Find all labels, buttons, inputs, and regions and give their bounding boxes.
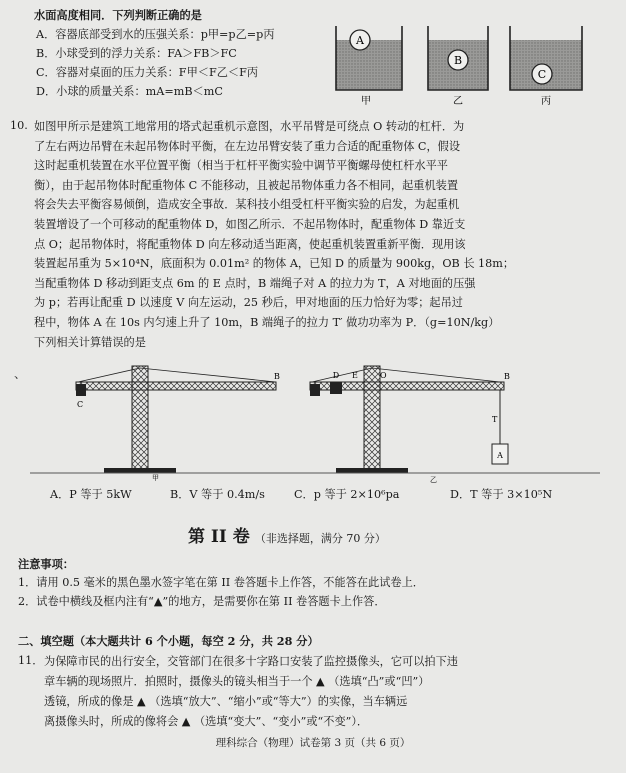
- q10-line: 如图甲所示是建筑工地常用的塔式起重机示意图，水平吊臂是可绕点 O 转动的杠杆．为: [34, 120, 465, 133]
- svg-text:D: D: [332, 371, 340, 380]
- q9-option-b: B．小球受到的浮力关系：FA＞FB＞FC: [36, 47, 237, 60]
- q10-option-a: A．P 等于 5kW: [50, 488, 132, 501]
- q10-line: 为 p；若再让配重 D 以速度 V 向左运动，25 秒后，甲对地面的压力恰好为零；起吊过: [34, 296, 463, 310]
- ball-c-label: C: [537, 68, 547, 81]
- svg-text:T: T: [492, 415, 498, 424]
- svg-text:E: E: [352, 371, 358, 380]
- svg-text:乙: 乙: [430, 476, 437, 484]
- counterweight-d: [330, 382, 342, 394]
- q10-line: 装置起吊重为 5×10⁴N，底面积为 0.01m² 的物体 A，已知 D 的质量为 900kg，OB 长 18m；: [34, 257, 515, 271]
- part2-heading: 二、填空题（本大题共计 6 个小题，每空 2 分，共 28 分）: [18, 634, 319, 648]
- q9-option-a: A．容器底部受到水的压强关系：p甲=p乙=p丙: [36, 28, 275, 41]
- svg-text:B: B: [504, 372, 510, 381]
- svg-text:、: 、: [14, 367, 27, 381]
- label-jia: 甲: [361, 96, 371, 106]
- q10-line: 当配重物体 D 移动到距支点 6m 的 E 点时，B 端绳子对 A 的拉力为 T，A 对地面的压强: [34, 276, 476, 290]
- q11-line: 离摄像头时，所成的像将会 ▲ （选填“变大”、“变小”或“不变”）．: [44, 715, 369, 728]
- q11-line: 透镜，所成的像是 ▲ （选填“放大”、“缩小”或“等大”）的实像，当车辆远: [44, 695, 408, 708]
- section2-title-note: （非选择题，满分 70 分）: [254, 532, 386, 545]
- q10-number: 10.: [10, 119, 28, 132]
- counterweight-c-yi: [310, 384, 320, 396]
- q10-stem: [34, 117, 606, 352]
- q11-number: 11．: [18, 654, 44, 667]
- note-1: 1．请用 0.5 毫米的黑色墨水签字笔在第 II 卷答题卡上作答，不能答在此试卷上．: [18, 576, 424, 589]
- q9-option-d: D．小球的质量关系：mA=mB＜mC: [36, 85, 223, 98]
- section2-title: 第 II 卷: [188, 527, 250, 547]
- q10-line: 装置增设了一个可移动的配重物体 D，如图乙所示．不起吊物体时，配重物体 D 靠近支: [34, 217, 466, 231]
- q10-option-d: D．T 等于 3×10⁵N: [450, 488, 553, 501]
- q10-line: 衡），由于起吊物体时配重物体 C 不能移动，且被起吊物体重力各不相同，起重机装置: [34, 178, 459, 192]
- q10-line: 这时起重机装置在水平位置平衡（相当于杠杆平衡实验中调节平衡螺母使杠杆水平平: [34, 159, 448, 173]
- q11-stem: [44, 652, 604, 732]
- svg-text:A: A: [497, 451, 503, 460]
- ball-a-label: A: [356, 34, 364, 47]
- q11-line: 为保障市民的出行安全，交管部门在很多十字路口安装了监控摄像头，它可以拍下违: [44, 655, 458, 668]
- svg-text:甲: 甲: [152, 474, 159, 482]
- water-jia: [336, 40, 402, 90]
- q10-line: 了左右两边吊臂在未起吊物体时平衡，在左边吊臂安装了重力合适的配重物体 C，假设: [34, 139, 461, 153]
- svg-text:O: O: [380, 371, 387, 380]
- q10-line: 下列相关计算错误的是: [34, 335, 146, 349]
- note-2: 2．试卷中横线及框内注有“▲”的地方，是需要你在第 II 卷答题卡上作答．: [18, 595, 386, 608]
- q9-stem-tail: 水面高度相同．下列判断正确的是: [34, 8, 202, 22]
- crane-yi: [310, 366, 510, 473]
- counterweight-c-jia: [76, 384, 86, 396]
- q10-option-b: B．V 等于 0.4m/s: [170, 488, 265, 501]
- crane-jia: [76, 366, 280, 482]
- section2-header: [188, 522, 386, 547]
- q10-line: 程中，物体 A 在 10s 内匀速上升了 10m，B 端绳子的拉力 T′ 做功功率为 P．（g=10N/kg）: [34, 315, 500, 329]
- q9-containers-figure: [330, 18, 590, 106]
- label-bing: 丙: [541, 96, 551, 106]
- svg-text:C: C: [76, 400, 84, 409]
- q9-option-c: C．容器对桌面的压力关系：F甲＜F乙＜F丙: [36, 66, 259, 79]
- q10-line: 点 O；起吊物体时，将配重物体 D 向左移动适当距离，使起重机装置重新平衡．现用该: [34, 237, 466, 251]
- q11-line: 章车辆的现场照片．拍照时，摄像头的镜头相当于一个 ▲ （选填“凸”或“凹”）: [44, 675, 430, 688]
- q10-line: 将会失去平衡容易倾倒，造成安全事故．某科技小组受杠杆平衡实验的启发，为起重机: [34, 198, 460, 212]
- page-footer: 理科综合（物理）试卷第 3 页（共 6 页）: [215, 737, 411, 749]
- q10-crane-figure: [0, 356, 626, 484]
- notes-heading: 注意事项：: [18, 557, 74, 571]
- q10-option-c: C．p 等于 2×10⁶pa: [294, 488, 400, 501]
- label-yi: 乙: [453, 96, 463, 106]
- svg-text:B: B: [274, 372, 280, 381]
- ball-b-label: B: [453, 54, 463, 67]
